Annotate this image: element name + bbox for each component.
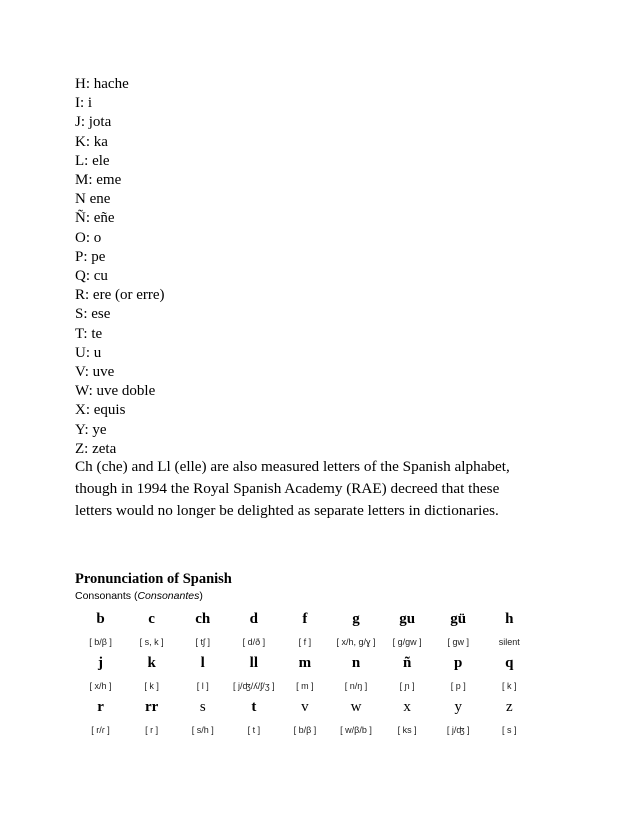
alphabet-line: Y: ye bbox=[75, 421, 107, 438]
section-title: Pronunciation of Spanish bbox=[75, 571, 232, 587]
consonant-letter: ll bbox=[249, 655, 258, 671]
consonant-letter: x bbox=[403, 699, 411, 715]
ipa-value: [ g/gw ] bbox=[392, 636, 422, 647]
alphabet-line: N ene bbox=[75, 191, 111, 208]
alphabet-line: T: te bbox=[75, 325, 103, 342]
ipa-value: [ m ] bbox=[296, 680, 314, 691]
alphabet-list bbox=[75, 75, 165, 459]
alphabet-line: Ñ: eñe bbox=[75, 210, 115, 227]
consonant-letter: c bbox=[148, 611, 155, 627]
consonant-letter: b bbox=[96, 611, 105, 627]
consonant-letter: s bbox=[199, 699, 206, 715]
consonant-letter: y bbox=[454, 699, 462, 715]
consonant-letter: ch bbox=[195, 611, 211, 627]
ipa-value: [ s ] bbox=[502, 724, 517, 735]
ipa-value: silent bbox=[498, 636, 520, 647]
paragraph-line: Ch (che) and Ll (elle) are also measured letters of the Spanish alphabet, bbox=[75, 458, 510, 475]
alphabet-line: M: eme bbox=[75, 172, 122, 189]
ipa-value: [ s/h ] bbox=[191, 724, 214, 735]
ipa-value: [ r/ɾ ] bbox=[91, 724, 110, 735]
ipa-row bbox=[75, 631, 535, 652]
consonant-letter: gü bbox=[450, 611, 467, 627]
ipa-value: [ w/β/b ] bbox=[340, 724, 372, 735]
alphabet-line: Z: zeta bbox=[75, 440, 117, 457]
paragraph-line: though in 1994 the Royal Spanish Academy (RAE) decreed that these bbox=[75, 480, 500, 497]
consonant-letter: r bbox=[97, 699, 104, 715]
body-paragraph bbox=[75, 456, 565, 522]
consonant-letter: ñ bbox=[402, 655, 412, 671]
alphabet-line: K: ka bbox=[75, 133, 108, 150]
ipa-row bbox=[75, 675, 535, 696]
ipa-value: [ s, k ] bbox=[139, 636, 164, 647]
ipa-value: [ ks ] bbox=[397, 724, 417, 735]
consonant-letter: l bbox=[200, 655, 205, 671]
consonant-letter: gu bbox=[399, 611, 416, 627]
alphabet-line: R: ere (or erre) bbox=[75, 287, 165, 304]
consonant-letter: n bbox=[351, 655, 361, 671]
consonant-letter: t bbox=[251, 699, 257, 715]
ipa-value: [ j/ʤ/ʎ/ʃ/ʒ ] bbox=[233, 680, 275, 691]
consonant-letter: j bbox=[98, 655, 104, 671]
ipa-value: [ f ] bbox=[298, 636, 312, 647]
consonants-label bbox=[75, 590, 203, 602]
alphabet-line: X: equis bbox=[75, 402, 126, 419]
alphabet-line: P: pe bbox=[75, 248, 106, 265]
letter-row bbox=[75, 652, 535, 675]
ipa-value: [ x/h, g/ɣ ] bbox=[336, 636, 376, 647]
consonant-letter: f bbox=[302, 611, 308, 627]
consonants-label-end: ) bbox=[199, 590, 203, 602]
ipa-value: [ d/ð ] bbox=[242, 636, 266, 647]
consonant-letter: g bbox=[352, 611, 360, 627]
alphabet-line: O: o bbox=[75, 229, 102, 246]
ipa-value: [ x/h ] bbox=[89, 680, 112, 691]
consonant-letter: p bbox=[454, 655, 463, 671]
consonant-letter: h bbox=[505, 611, 514, 627]
alphabet-line: I: i bbox=[75, 95, 93, 112]
alphabet-line: J: jota bbox=[75, 114, 112, 131]
ipa-value: [ r ] bbox=[145, 724, 159, 735]
alphabet-line: L: ele bbox=[75, 152, 110, 169]
letter-row bbox=[75, 696, 535, 719]
consonant-letter: q bbox=[505, 655, 514, 671]
alphabet-line: S: ese bbox=[75, 306, 111, 323]
alphabet-line: U: u bbox=[75, 344, 102, 361]
ipa-value: [ ɲ ] bbox=[399, 680, 415, 691]
ipa-value: [ t ] bbox=[247, 724, 261, 735]
alphabet-line: H: hache bbox=[75, 76, 129, 92]
consonant-table bbox=[75, 608, 535, 740]
paragraph-line: letters would no longer be delighted as separate letters in dictionaries. bbox=[75, 502, 499, 519]
consonant-letter: w bbox=[350, 699, 362, 715]
ipa-value: [ k ] bbox=[502, 680, 517, 691]
ipa-row bbox=[75, 719, 535, 740]
alphabet-line: Q: cu bbox=[75, 268, 108, 285]
ipa-value: [ b/β ] bbox=[293, 724, 317, 735]
alphabet-line: V: uve bbox=[75, 364, 115, 381]
consonants-label-text: Consonants ( bbox=[75, 590, 138, 602]
ipa-value: [ b/β ] bbox=[89, 636, 112, 647]
consonant-letter: z bbox=[505, 699, 513, 715]
ipa-value: [ p ] bbox=[450, 680, 466, 691]
ipa-value: [ k ] bbox=[144, 680, 159, 691]
consonant-letter: v bbox=[301, 699, 309, 715]
consonant-letter: rr bbox=[144, 699, 159, 715]
ipa-value: [ gw ] bbox=[447, 636, 469, 647]
letter-row bbox=[75, 608, 535, 631]
consonant-letter: d bbox=[249, 611, 258, 627]
consonant-letter: m bbox=[298, 655, 312, 671]
ipa-value: [ j/ʤ ] bbox=[446, 724, 470, 735]
consonants-label-italic: Consonantes bbox=[137, 590, 200, 602]
ipa-value: [ tʃ ] bbox=[195, 636, 210, 647]
ipa-value: [ l ] bbox=[196, 680, 209, 691]
ipa-value: [ n/ŋ ] bbox=[344, 680, 368, 691]
consonant-letter: k bbox=[147, 655, 156, 671]
alphabet-line: W: uve doble bbox=[75, 383, 156, 400]
